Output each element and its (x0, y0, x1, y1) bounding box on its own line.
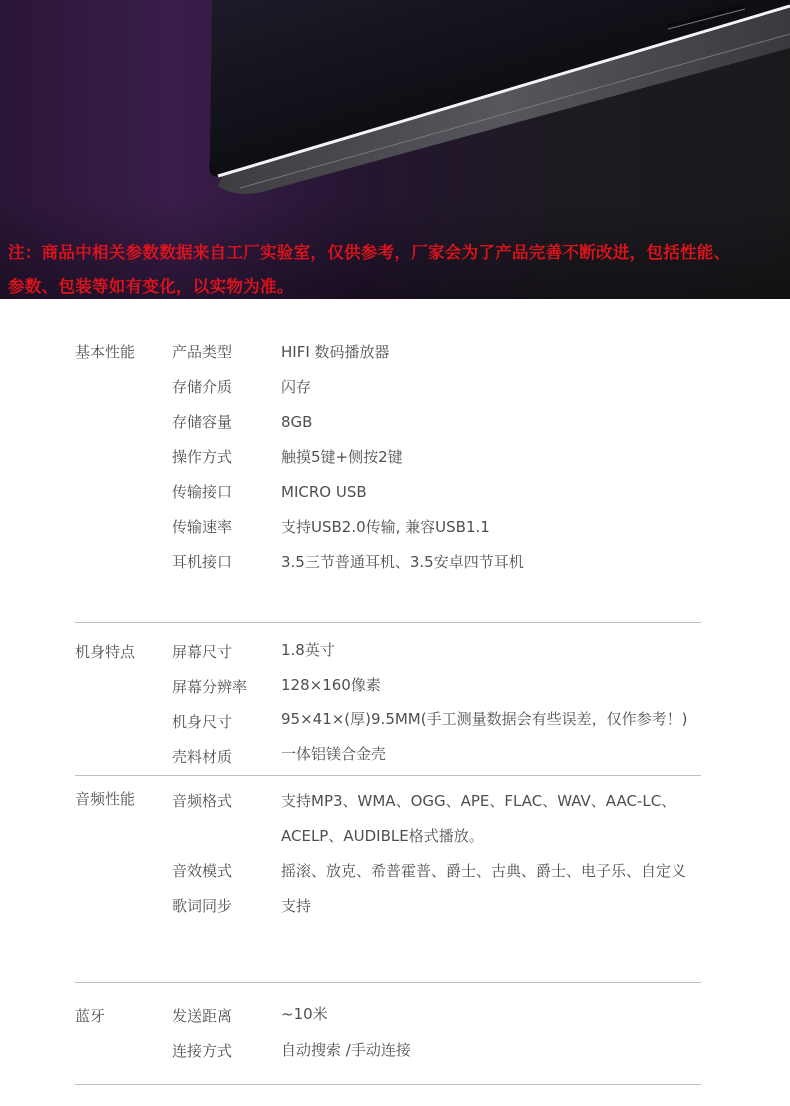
spec-value: 支持USB2.0传输, 兼容USB1.1 (281, 518, 490, 536)
spec-label: 歌词同步 (172, 897, 233, 915)
category-audio: 音频性能 (75, 790, 136, 808)
section-divider (75, 1084, 701, 1085)
spec-label: 屏幕分辨率 (172, 678, 248, 696)
spec-value: 触摸5键+侧按2键 (281, 448, 403, 466)
spec-value: 8GB (281, 413, 313, 431)
spec-value: HIFI 数码播放器 (281, 343, 390, 361)
spec-label: 传输接口 (172, 483, 233, 501)
spec-value: 摇滚、放克、希普霍普、爵士、古典、爵士、电子乐、自定义 (281, 862, 687, 880)
spec-label: 音效模式 (172, 862, 233, 880)
spec-label: 音频格式 (172, 792, 233, 810)
spec-value: 自动搜索 /手动连接 (281, 1041, 411, 1059)
spec-value-continued: ACELP、AUDIBLE格式播放。 (281, 827, 484, 845)
spec-label: 耳机接口 (172, 553, 233, 571)
disclaimer-line-1: 注：商品中相关参数数据来自工厂实验室，仅供参考，厂家会为了产品完善不断改进，包括性能、 (8, 243, 731, 262)
spec-value: MICRO USB (281, 483, 367, 501)
spec-label: 连接方式 (172, 1042, 233, 1060)
spec-label: 产品类型 (172, 343, 233, 361)
category-basic: 基本性能 (75, 343, 136, 361)
spec-value: 3.5三节普通耳机、3.5安卓四节耳机 (281, 553, 524, 571)
section-divider (75, 775, 701, 776)
spec-value: 128×160像素 (281, 676, 381, 694)
spec-label: 屏幕尺寸 (172, 643, 233, 661)
spec-label: 发送距离 (172, 1007, 233, 1025)
spec-label: 存储介质 (172, 378, 233, 396)
category-body: 机身特点 (75, 643, 136, 661)
spec-label: 传输速率 (172, 518, 233, 536)
spec-value: 支持 (281, 897, 312, 915)
spec-label: 存储容量 (172, 413, 233, 431)
category-bluetooth: 蓝牙 (75, 1007, 106, 1025)
spec-value: 95×41×(厚)9.5MM(手工测量数据会有些误差，仅作参考！) (281, 710, 688, 728)
spec-value: 支持MP3、WMA、OGG、APE、FLAC、WAV、AAC-LC、 (281, 792, 677, 810)
spec-label: 壳料材质 (172, 748, 233, 766)
spec-label: 操作方式 (172, 448, 233, 466)
section-divider (75, 982, 701, 983)
spec-value: 闪存 (281, 378, 312, 396)
section-divider (75, 622, 701, 623)
disclaimer-line-2: 参数、包装等如有变化，以实物为准。 (8, 277, 294, 296)
spec-value: ~10米 (281, 1005, 328, 1023)
spec-label: 机身尺寸 (172, 713, 233, 731)
spec-value: 1.8英寸 (281, 641, 335, 659)
spec-value: 一体铝镁合金壳 (281, 745, 387, 763)
